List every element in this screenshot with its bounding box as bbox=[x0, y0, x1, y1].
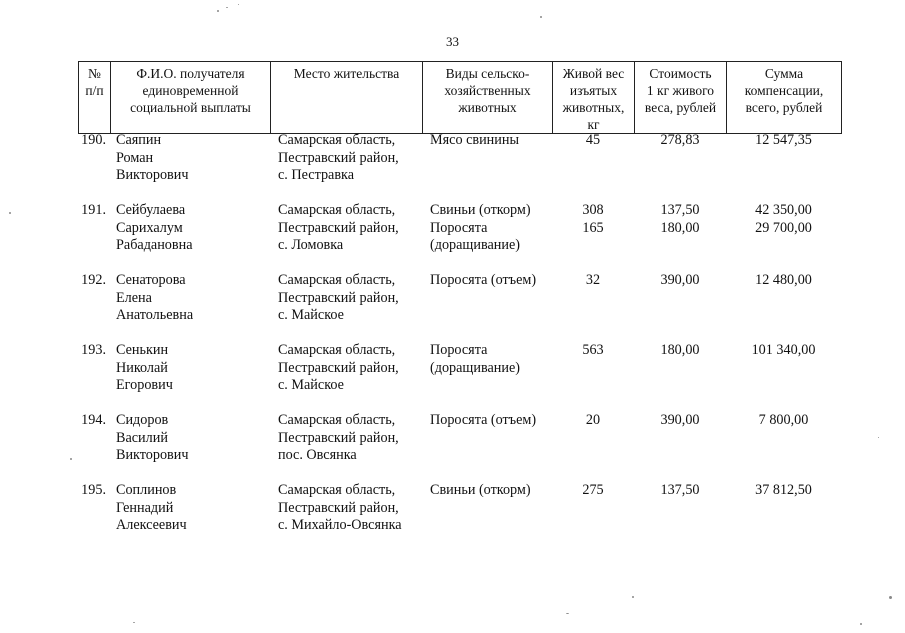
row-number-cell: 191. bbox=[81, 202, 106, 218]
header-line: 1 кг живого bbox=[646, 83, 715, 98]
total-compensation-cell bbox=[726, 342, 841, 412]
animal-type: Поросята bbox=[430, 219, 488, 236]
recipient-name: Викторович bbox=[116, 447, 189, 463]
residence: Самарская область, bbox=[278, 202, 396, 218]
residence: Пестравский район, bbox=[278, 499, 399, 516]
total-compensation: 7 800,00 bbox=[758, 412, 809, 428]
recipient-name-cell bbox=[110, 482, 270, 552]
row-number-cell: 192. bbox=[81, 272, 106, 288]
animal-type-cell bbox=[422, 202, 552, 272]
header-line: животных bbox=[458, 100, 517, 115]
recipient-name: Анатольевна bbox=[116, 307, 194, 323]
price-per-kg-cell bbox=[634, 132, 726, 202]
animal-type-cell bbox=[422, 132, 552, 202]
recipient-name: Василий bbox=[116, 429, 168, 446]
residence: Самарская область, bbox=[278, 482, 396, 498]
total-compensation: 12 480,00 bbox=[755, 272, 812, 288]
total-compensation-cell bbox=[726, 482, 841, 552]
total-compensation: 29 700,00 bbox=[755, 219, 812, 236]
table-row bbox=[78, 412, 841, 482]
live-weight: 165 bbox=[582, 219, 604, 236]
animal-type-cell bbox=[422, 482, 552, 552]
recipient-name: Сейбулаева bbox=[116, 202, 186, 218]
live-weight: 275 bbox=[582, 482, 604, 498]
row-number-cell: 190. bbox=[81, 132, 106, 148]
price-per-kg: 137,50 bbox=[660, 482, 700, 498]
price-per-kg-cell bbox=[634, 412, 726, 482]
table-row bbox=[78, 482, 841, 552]
live-weight: 32 bbox=[585, 272, 601, 288]
header-line: Ф.И.О. получателя bbox=[136, 66, 245, 81]
table-row bbox=[78, 272, 841, 342]
recipient-name: Сенаторова bbox=[116, 272, 186, 288]
price-per-kg: 390,00 bbox=[660, 412, 700, 428]
residence: Пестравский район, bbox=[278, 359, 399, 376]
recipient-name-cell bbox=[110, 202, 270, 272]
animal-type-cell bbox=[422, 272, 552, 342]
live-weight: 308 bbox=[582, 202, 604, 218]
animal-type: Свиньи (откорм) bbox=[430, 482, 531, 498]
price-per-kg: 137,50 bbox=[660, 202, 700, 218]
header-line: компенсации, bbox=[744, 83, 824, 98]
residence: с. Михайло-Овсянка bbox=[278, 517, 402, 533]
price-per-kg: 278,83 bbox=[660, 132, 700, 148]
animal-type: Свиньи (откорм) bbox=[430, 202, 531, 218]
header-line: Живой вес bbox=[562, 66, 625, 81]
col-header-number bbox=[79, 62, 111, 134]
residence: Самарская область, bbox=[278, 272, 396, 288]
total-compensation: 42 350,00 bbox=[755, 202, 812, 218]
header-line: № bbox=[88, 66, 101, 81]
live-weight-cell bbox=[552, 482, 634, 552]
animal-type-cell bbox=[422, 412, 552, 482]
residence-cell bbox=[270, 202, 422, 272]
recipient-name: Сенькин bbox=[116, 342, 169, 358]
page-number: 33 bbox=[446, 34, 459, 49]
residence-cell bbox=[270, 482, 422, 552]
animal-type: (доращивание) bbox=[430, 359, 520, 376]
live-weight: 20 bbox=[585, 412, 601, 428]
recipient-name: Роман bbox=[116, 149, 154, 166]
header-line: изъятых bbox=[569, 83, 618, 98]
row-number-cell: 195. bbox=[81, 482, 106, 498]
residence: с. Майское bbox=[278, 377, 344, 393]
live-weight-cell bbox=[552, 412, 634, 482]
recipient-name: Сидоров bbox=[116, 412, 169, 428]
table-row bbox=[78, 202, 841, 272]
table-row bbox=[78, 132, 841, 202]
price-per-kg-cell bbox=[634, 342, 726, 412]
recipient-name: Сарихалум bbox=[116, 219, 183, 236]
header-line: Стоимость bbox=[649, 66, 712, 81]
live-weight-cell bbox=[552, 132, 634, 202]
price-per-kg-cell bbox=[634, 202, 726, 272]
header-line: социальной выплаты bbox=[130, 100, 251, 115]
residence: Пестравский район, bbox=[278, 219, 399, 236]
recipient-name: Егорович bbox=[116, 377, 173, 393]
animal-type: Поросята bbox=[430, 342, 488, 358]
residence: с. Пестравка bbox=[278, 167, 355, 183]
residence: пос. Овсянка bbox=[278, 447, 357, 463]
animal-type: Поросята (отъем) bbox=[430, 412, 537, 428]
price-per-kg-cell bbox=[634, 272, 726, 342]
recipient-name: Геннадий bbox=[116, 499, 174, 516]
col-header-animal-type bbox=[423, 62, 553, 134]
live-weight-cell bbox=[552, 202, 634, 272]
recipient-name: Соплинов bbox=[116, 482, 177, 498]
residence-cell bbox=[270, 342, 422, 412]
residence: с. Майское bbox=[278, 307, 344, 323]
col-header-total-compensation bbox=[727, 62, 842, 134]
residence-cell bbox=[270, 272, 422, 342]
header-line: п/п bbox=[85, 83, 104, 98]
total-compensation-cell bbox=[726, 132, 841, 202]
table-row bbox=[78, 342, 841, 412]
header-line: животных, bbox=[562, 100, 625, 115]
price-per-kg: 180,00 bbox=[660, 219, 700, 236]
col-header-residence bbox=[271, 62, 423, 134]
recipient-name-cell bbox=[110, 412, 270, 482]
price-per-kg: 390,00 bbox=[660, 272, 700, 288]
table-body bbox=[78, 132, 841, 552]
header-line: Сумма bbox=[764, 66, 804, 81]
total-compensation: 37 812,50 bbox=[755, 482, 812, 498]
residence: Пестравский район, bbox=[278, 149, 399, 166]
header-line: единовременной bbox=[142, 83, 239, 98]
table-header bbox=[78, 61, 842, 134]
recipient-name-cell bbox=[110, 342, 270, 412]
animal-type: Поросята (отъем) bbox=[430, 272, 537, 288]
recipient-name: Елена bbox=[116, 289, 152, 306]
price-per-kg-cell bbox=[634, 482, 726, 552]
header-line: Виды сельско- bbox=[445, 66, 530, 81]
animal-type: (доращивание) bbox=[430, 237, 520, 253]
total-compensation-cell bbox=[726, 202, 841, 272]
header-line: веса, рублей bbox=[644, 100, 717, 115]
header-line: хозяйственных bbox=[444, 83, 531, 98]
col-header-recipient bbox=[111, 62, 271, 134]
residence: Самарская область, bbox=[278, 412, 396, 428]
residence-cell bbox=[270, 132, 422, 202]
animal-type-cell bbox=[422, 342, 552, 412]
recipient-name: Алексеевич bbox=[116, 517, 187, 533]
recipient-name: Саяпин bbox=[116, 132, 162, 148]
header-line: кг bbox=[587, 117, 600, 132]
residence: Пестравский район, bbox=[278, 289, 399, 306]
live-weight: 563 bbox=[582, 342, 604, 358]
total-compensation-cell bbox=[726, 272, 841, 342]
row-number-cell: 194. bbox=[81, 412, 106, 428]
header-line: Место жительства bbox=[293, 66, 400, 81]
recipient-name-cell bbox=[110, 272, 270, 342]
row-number-cell: 193. bbox=[81, 342, 106, 358]
residence: Самарская область, bbox=[278, 342, 396, 358]
col-header-price-per-kg bbox=[635, 62, 727, 134]
animal-type: Мясо свинины bbox=[430, 132, 519, 148]
price-per-kg: 180,00 bbox=[660, 342, 700, 358]
total-compensation: 101 340,00 bbox=[751, 342, 816, 358]
recipient-name: Рабадановна bbox=[116, 237, 193, 253]
recipient-name: Николай bbox=[116, 359, 168, 376]
live-weight-cell bbox=[552, 272, 634, 342]
live-weight-cell bbox=[552, 342, 634, 412]
recipient-name: Викторович bbox=[116, 167, 189, 183]
total-compensation-cell bbox=[726, 412, 841, 482]
header-line: всего, рублей bbox=[745, 100, 823, 115]
recipient-name-cell bbox=[110, 132, 270, 202]
residence-cell bbox=[270, 412, 422, 482]
residence: с. Ломовка bbox=[278, 237, 344, 253]
residence: Пестравский район, bbox=[278, 429, 399, 446]
total-compensation: 12 547,35 bbox=[755, 132, 812, 148]
residence: Самарская область, bbox=[278, 132, 396, 148]
col-header-live-weight bbox=[553, 62, 635, 134]
live-weight: 45 bbox=[585, 132, 601, 148]
